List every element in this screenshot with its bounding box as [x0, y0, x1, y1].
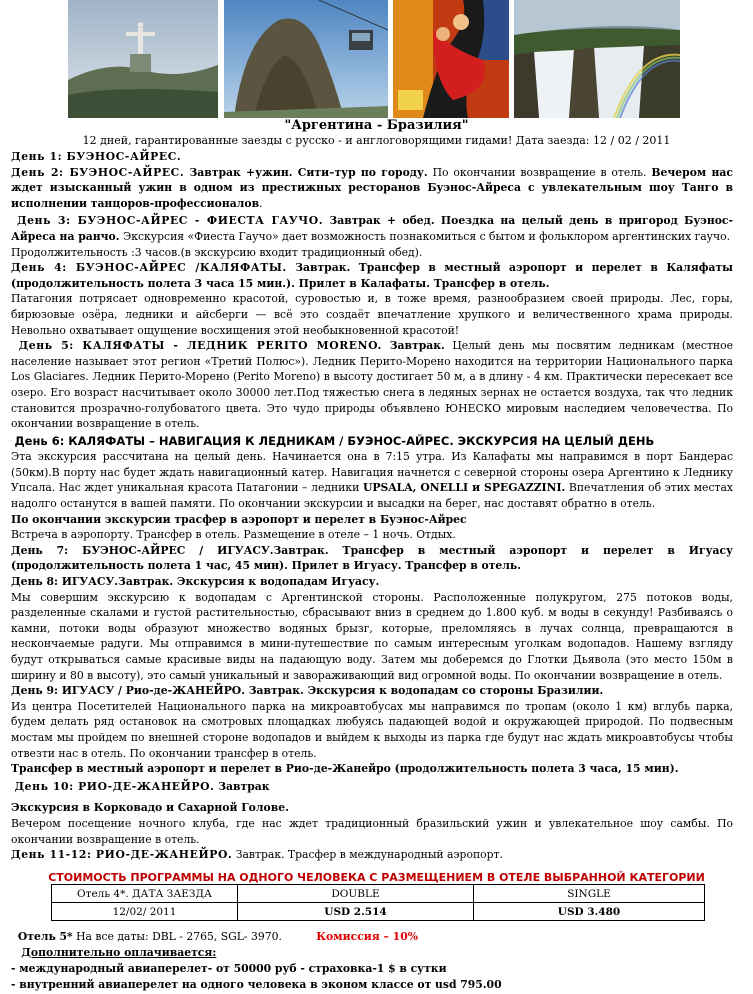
page-title: "Аргентина - Бразилия": [284, 118, 469, 133]
extra-title-line: [11, 945, 741, 961]
day-9-excursion: Завтрак. Экскурсия к водопадам со стороны Бразилии.: [244, 684, 604, 698]
day-3-heading: День 3: БУЭНОС-АЙРЕС - ФИЕСТА ГАУЧО.: [16, 214, 324, 228]
itinerary: [11, 149, 733, 863]
day-4-transfer: Завтрак. Трансфер в местный аэропорт и перелет в Каляфаты (продолжительность полета 3 часа 15 мин.). Прилет в Калафаты. Трансфер в отель.: [11, 261, 733, 290]
day-11-heading: День 11-12: РИО-ДЕ-ЖАНЕЙРО.: [11, 848, 233, 862]
day-5: [11, 338, 733, 432]
rio-christ-redeemer-photo: [68, 0, 218, 118]
day-5-heading: День 5: КАЛЯФАТЫ - ЛЕДНИК PERITO MORENO.: [18, 339, 382, 353]
day-9-flight: Трансфер в местный аэропорт и перелет в Рио-де-Жанейро (продолжительность полета 3 часа, 15 мин).: [11, 762, 679, 776]
day-6-text: Эта экскурсия рассчитана на целый день. Начинается она в 7:15 утра. Из Калафаты мы направимся в порт Бандерас (50км).В порту нас будет ждать навигационный катер. Навигация начнется с северной стороны озера Аргентино к Леднику Упсала. Нас ждет уникальная красота Патагонии – ледники: [11, 450, 733, 495]
hotel-5-line: [11, 929, 741, 945]
sugarloaf-cable-car-photo: [224, 0, 388, 118]
day-8-description: Мы совершим экскурсию к водопадам с Аргентинской стороны. Расположенные полукругом, 275 потоков воды, разделенные скалами и густой растительностью, сбрасывают вниз в среднем до 1.800 куб. м воды в секунду! Разбиваясь о камни, потоки воды образуют множество водяных брызг, которые, преломляясь в лучах солнца, превращаются в нескончаемые радуги. Мы отправимся в мини-путешествие по самым интересным уголкам водопадов. Нашему взгляду будут открываться самые красивые виды на падающую воду. Затем мы доберемся до Глотки Дьявола (это место 150м в ширину и 80 в высоту), это самый уникальный и завораживающий вид огромной воды. По окончании возвращение в отель.: [11, 590, 733, 682]
hotel-5-prices: На все даты: DBL - 2765, SGL- 3970.: [72, 930, 282, 943]
day-6-arrival: Встреча в аэропорту. Трансфер в отель. Размещение в отеле – 1 ночь. Отдых.: [11, 528, 456, 542]
day-10-heading: День 10: РИО-ДЕ-ЖАНЕЙРО.: [14, 779, 215, 793]
day-2-text: По окончании возвращение в отель.: [427, 165, 652, 179]
hotel-5-label: Отель 5*: [17, 930, 73, 943]
day-10-excursion: Экскурсия в Корковадо и Сахарной Голове.: [11, 801, 289, 815]
iguazu-falls-photo: [514, 0, 680, 118]
day-6-text-2: Впечатления об этих местах надолго останутся в вашей памяти. По окончании экскурсии и высадки на берег, нас доставят обратно в отель.: [11, 481, 733, 511]
day-9-heading: День 9: ИГУАСУ / Рио-де-ЖАНЕЙРО.: [11, 684, 245, 698]
day-6: [11, 434, 733, 450]
photo-strip: [0, 0, 753, 120]
day-6-heading: День 6: КАЛЯФАТЫ – НАВИГАЦИЯ К ЛЕДНИКАМ / БУЭНОС-АЙРЕС. ЭКСКУРСИЯ НА ЦЕЛЫЙ ДЕНЬ: [14, 433, 655, 448]
table-header-cell: Отель 4*. ДАТА ЗАЕЗДА: [52, 885, 238, 903]
day-10-breakfast: Завтрак: [214, 779, 270, 793]
day-11-12: [11, 847, 733, 863]
day-4-heading: День 4: БУЭНОС-АЙРЕС /КАЛЯФАТЫ.: [11, 261, 287, 275]
day-5-text: Целый день мы посвятим ледникам (местное население называет этот регион «Третий Полюс»). Ледник Перито-Морено находится на территории Национального парка Los Glaciares. Ледник Перито-Морено (Perito Moreno) в высоту достигает 50 м, а в длину - 4 км. Практически пересекает все озеро. Его возраст насчитывает около 30000 лет.Под тяжестью снега в ледяных зернах не остается воздуха, так что ледник становится прозрачно-голубоватого цвета. Это чудо природы объявлено ЮНЕСКО мировым наследием человечества. По окончании возвращение в отель.: [11, 339, 734, 431]
day-9: [11, 683, 733, 699]
pricing-table: [51, 884, 705, 921]
day-7: [11, 543, 733, 574]
day-2-heading: День 2: БУЭНОС-АЙРЕС.: [11, 165, 185, 179]
table-cell: 12/02/ 2011: [52, 903, 238, 921]
extra-item-1: - международный авиаперелет- от 50000 руб - страховка-1 $ в сутки: [11, 962, 447, 975]
table-cell: USD 2.514: [238, 903, 474, 921]
day-10-description: Вечером посещение ночного клуба, где нас ждет традиционный бразильский ужин и увлекательное шоу самбы. По окончании возвращение в отель.: [11, 816, 733, 846]
pricing-title: СТОИМОСТЬ ПРОГРАММЫ НА ОДНОГО ЧЕЛОВЕКА С РАЗМЕЩЕНИЕМ В ОТЕЛЕ ВЫБРАННОЙ КАТЕГОРИИ: [48, 871, 705, 884]
day-4: [11, 260, 733, 291]
day-6-description: [11, 449, 733, 511]
day-2-meals: Завтрак +ужин. Сити–тур по городу.: [184, 165, 428, 179]
day-3: [11, 213, 733, 244]
day-1-heading: День 1: БУЭНОС-АЙРЕС.: [11, 150, 182, 163]
day-1: [11, 149, 733, 165]
day-8-excursion: Завтрак. Экскурсия к водопадам Игуасу.: [118, 575, 380, 589]
day-8-heading: День 8: ИГУАСУ.: [11, 575, 119, 589]
day-2: [11, 165, 733, 212]
footer-notes: [11, 929, 741, 993]
extra-item-2: - внутренний авиаперелет на одного человека в эконом классе от usd 795.00: [11, 978, 502, 991]
table-header-cell: DOUBLE: [238, 885, 474, 903]
day-2-evening: Вечером нас ждет изысканный ужин в одном из престижных ресторанов Буэнос-Айреса с увлекательным шоу Танго в исполнении танцоров-профессионалов: [11, 165, 733, 210]
extra-title: Дополнительно оплачивается:: [21, 946, 217, 959]
day-6-glaciers: UPSALA, ONELLI и SPEGAZZINI.: [362, 481, 566, 495]
table-row: [52, 903, 705, 921]
day-8: [11, 574, 733, 590]
commission-text: Комиссия – 10%: [316, 930, 418, 943]
day-5-breakfast: Завтрак.: [381, 339, 445, 353]
day-11-text: Завтрак. Трасфер в международный аэропорт.: [232, 848, 503, 862]
day-7-transfer: Завтрак. Трансфер в местный аэропорт и перелет в Игуасу (продолжительность полета 1 час, 45 мин). Прилет в Игуасу. Трансфер в отель.: [11, 543, 733, 573]
day-10: [11, 779, 733, 795]
table-cell: USD 3.480: [474, 903, 705, 921]
day-3-duration: Продолжительность :3 часов.(в экскурсию входит традиционный обед).: [11, 245, 423, 259]
tango-painting-photo: [393, 0, 509, 118]
page-subtitle: 12 дней, гарантированные заезды с русско - и англоговорящими гидами! Дата заезда: 12 / 02 / 2011: [82, 134, 671, 147]
day-9-description: Из центра Посетителей Национального парка на микроавтобусах мы направимся по тропам (около 1 км) вглубь парка, будем делать ряд остановок на смотровых площадках любуясь падающей водой и окружающей природой. По подвесным мостам мы пройдем по внешней стороне водопадов и выйдем к выходы из парка где будут нас ждать микроавтобусы чтобы отвезти нас в отель. По окончании трансфер в отель.: [11, 699, 733, 760]
day-3-text: Экскурсия «Фиеста Гаучо» дает возможность познакомиться с бытом и фольклором аргентинских гаучо.: [119, 229, 731, 243]
day-3-trip: Завтрак + обед. Поездка на целый день в пригород Буэнос-Айреса на ранчо.: [11, 214, 733, 243]
day-2-end: .: [259, 196, 263, 210]
day-6-transfer: По окончании экскурсии трасфер в аэропорт и перелет в Буэнос-Айрес: [11, 512, 467, 526]
day-7-heading: День 7: БУЭНОС-АЙРЕС / ИГУАСУ.: [11, 543, 274, 557]
day-4-description: Патагония потрясает одновременно красотой, суровостью и, в тоже время, разнообразием своей природы. Лес, горы, бирюзовые озёра, ледники и айсберги — всё это создаёт впечатление хрупкого и величественного храма природы. Невольно охватывает ощущение восхищения этой необыкновенной красотой!: [11, 292, 733, 337]
table-header-cell: SINGLE: [474, 885, 705, 903]
table-row: [52, 885, 705, 903]
